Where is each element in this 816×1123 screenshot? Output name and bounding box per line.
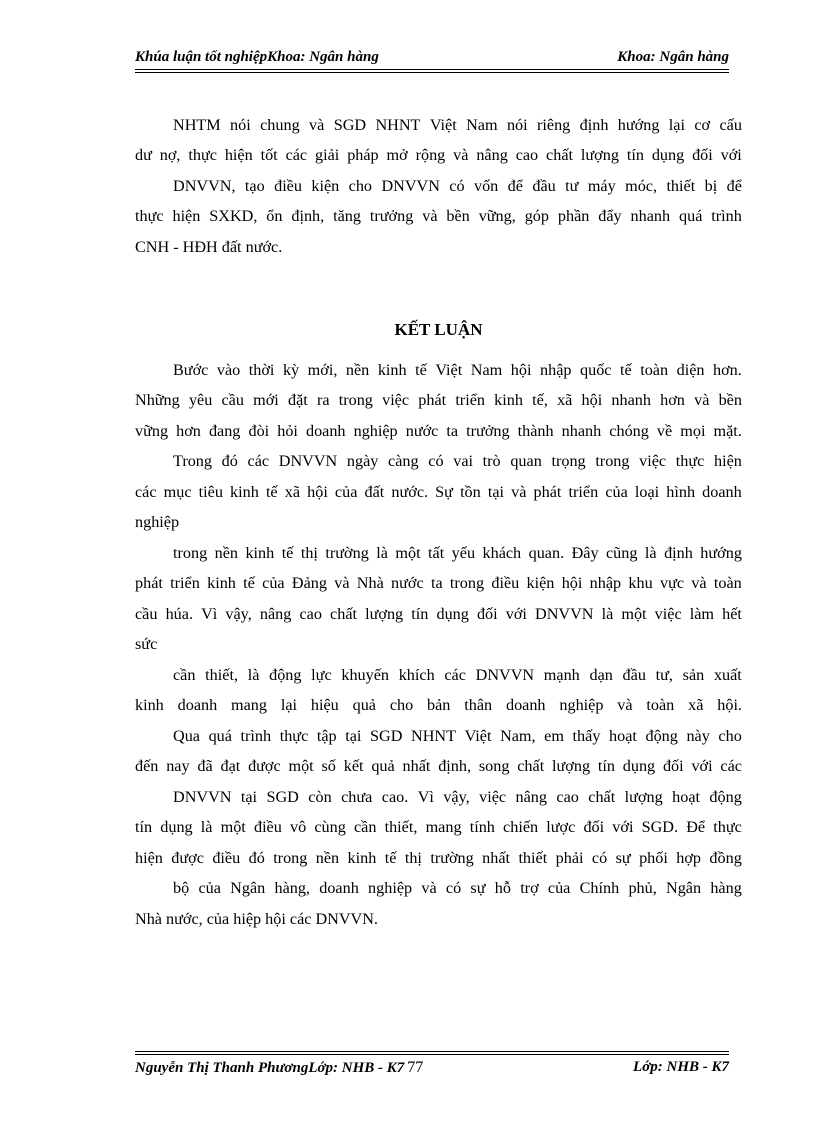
text-line: sức: [135, 635, 158, 653]
text-line: phát triển kinh tế của Đảng và Nhà nước ta trong điều kiện hội nhập khu vực và toàn: [135, 574, 742, 592]
text-line: thực hiện SXKD, ổn định, tăng trưởng và bền vững, góp phần đẩy nhanh quá trình: [135, 207, 742, 225]
header-rule: [135, 69, 729, 70]
page-header: [135, 49, 729, 69]
text-line: đến nay đã đạt được một số kết quả nhất định, song chất lượng tín dụng đối với các: [135, 757, 742, 775]
text-line: trong nền kinh tế thị trường là một tất yếu khách quan. Đây cũng là định hướng: [173, 544, 742, 562]
text-line: DNVVN, tạo điều kiện cho DNVVN có vốn để đầu tư máy móc, thiết bị để: [173, 177, 742, 195]
header-rule-thin: [135, 72, 729, 73]
text-line: Bước vào thời kỳ mới, nền kinh tế Việt Nam hội nhập quốc tế toàn diện hơn.: [173, 361, 742, 379]
text-line: nghiệp: [135, 513, 180, 531]
text-line: kinh doanh mang lại hiệu quả cho bản thân doanh nghiệp và toàn xã hội.: [135, 696, 742, 714]
text-line: NHTM nói chung và SGD NHNT Việt Nam nói riêng định hướng lại cơ cấu: [173, 116, 742, 134]
section-title: KẾT LUẬN: [394, 320, 483, 339]
text-line: Trong đó các DNVVN ngày càng có vai trò quan trọng trong việc thực hiện: [173, 452, 742, 470]
text-line: các mục tiêu kinh tế xã hội của đất nước. Sự tồn tại và phát triển của loại hình doanh: [135, 483, 742, 501]
text-line: hiện được điều đó trong nền kinh tế thị trường nhất thiết phải có sự phối hợp đồng: [135, 849, 742, 867]
footer-left: [135, 1059, 423, 1077]
text-line: cần thiết, là động lực khuyến khích các DNVVN mạnh dạn đầu tư, sản xuất: [173, 666, 742, 684]
footer-rule: [135, 1054, 729, 1055]
header-left-text: Khúa luận tốt nghiệpKhoa: Ngân hàng: [135, 49, 379, 65]
text-line: vững hơn đang đòi hỏi doanh nghiệp nước ta trưởng thành nhanh chóng về mọi mặt.: [135, 422, 742, 440]
footer-right-text: Lớp: NHB - K7: [633, 1059, 729, 1075]
page-number: 77: [407, 1059, 424, 1076]
text-line: Những yêu cầu mới đặt ra trong việc phát triển kinh tế, xã hội nhanh hơn và bền: [135, 391, 742, 409]
header-right-text: Khoa: Ngân hàng: [617, 49, 729, 65]
text-line: CNH - HĐH đất nước.: [135, 238, 283, 256]
text-line: DNVVN tại SGD còn chưa cao. Vì vậy, việc nâng cao chất lượng hoạt động: [173, 788, 742, 806]
text-line: cầu húa. Vì vậy, nâng cao chất lượng tín dụng đối với DNVVN là một việc làm hết: [135, 605, 742, 623]
footer-rule-thin: [135, 1051, 729, 1052]
text-line: Qua quá trình thực tập tại SGD NHNT Việt Nam, em thấy hoạt động này cho: [173, 727, 742, 745]
footer-left-text: Nguyễn Thị Thanh PhươngLớp: NHB - K7: [135, 1060, 405, 1076]
text-line: dư nợ, thực hiện tốt các giải pháp mở rộng và nâng cao chất lượng tín dụng đối với: [135, 146, 742, 164]
text-line: Nhà nước, của hiệp hội các DNVVN.: [135, 910, 378, 928]
page-footer: [135, 1059, 729, 1079]
text-line: bộ của Ngân hàng, doanh nghiệp và có sự hỗ trợ của Chính phủ, Ngân hàng: [173, 879, 742, 897]
text-line: tín dụng là một điều vô cùng cần thiết, mang tính chiến lược đối với SGD. Để thực: [135, 818, 742, 836]
